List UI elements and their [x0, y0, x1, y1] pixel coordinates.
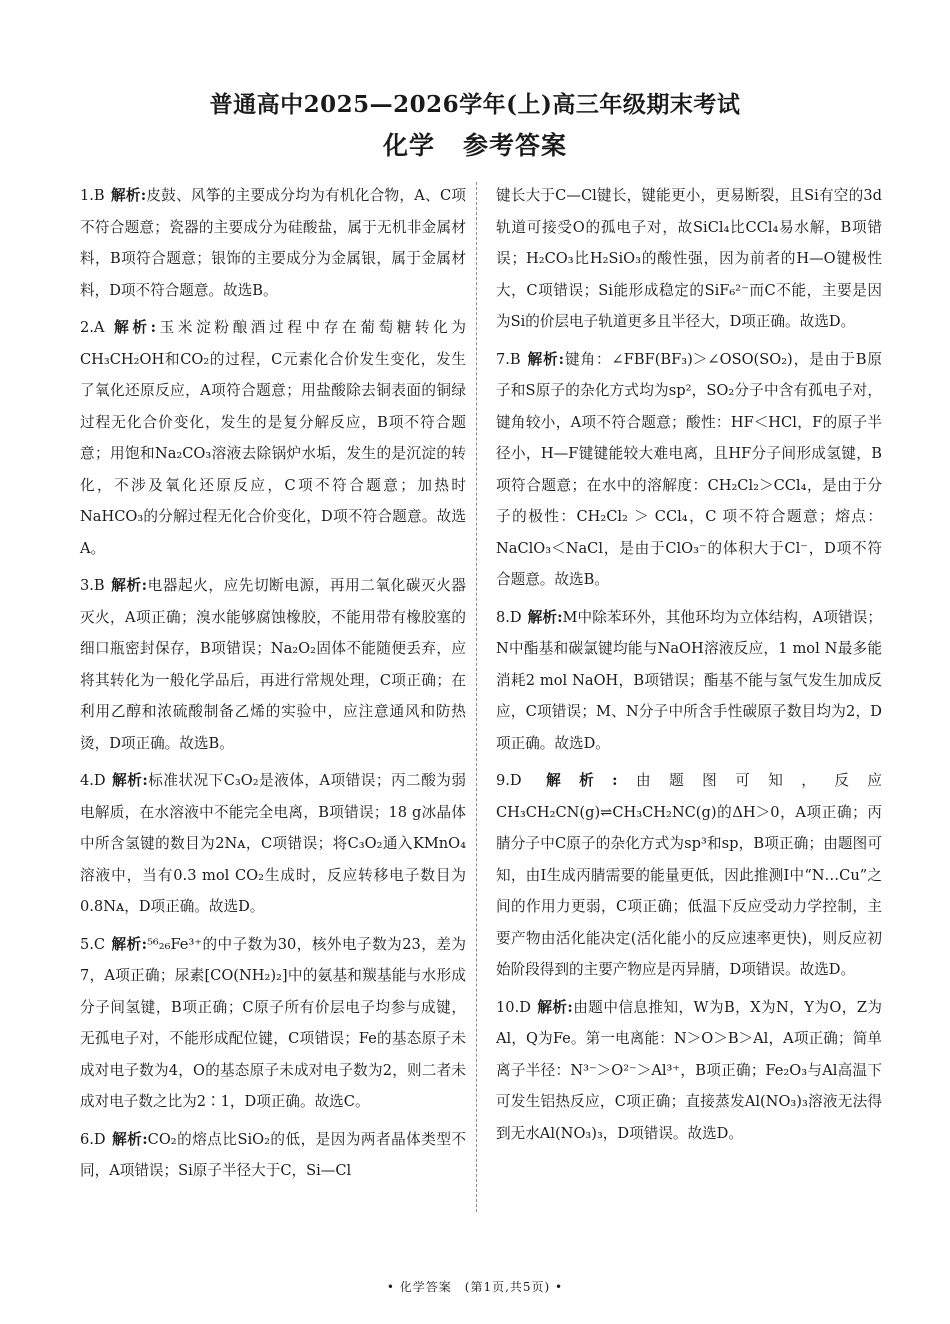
answer-item-4: 4.D 解析:标准状况下C₃O₂是液体，A项错误；丙二酸为弱电解质，在水溶液中不能完全电离，B项错误；18 g冰晶体中所含氢键的数目为2Nᴀ，C项错误；将C₃O₂通入KMnO₄溶液中，当有0.3 mol CO₂生成时，反应转移电子数目为0.8Nᴀ，D项正确。故选D。	[80, 772, 466, 915]
subject-label: 化学	[382, 131, 435, 160]
answer-item-1: 1.B 解析:皮鼓、风筝的主要成分均为有机化合物，A、C项不符合题意；瓷器的主要成分为硅酸盐，属于无机非金属材料，B项符合题意；银饰的主要成分为金属银，属于金属材料，D项不符合题意。故选B。	[80, 187, 466, 299]
answer-item-7: 7.B 解析:键角：∠FBF(BF₃)＞∠OSO(SO₂)，是由于B原子和S原子的杂化方式均为sp²，SO₂分子中含有孤电子对，键角较小，A项不符合题意；酸性：HF＜HCl，F的原子半径小，H—F键键能较大难电离，且HF分子间形成氢键，B项符合题意；在水中的溶解度：CH₂Cl₂＞CCl₄，是由于分子的极性：CH₂Cl₂ ＞ CCl₄，C 项不符合题意；熔点：NaClO₃＜NaCl，是由于ClO₃⁻的体积大于Cl⁻，D项不符合题意。故选B。	[496, 350, 882, 588]
exam-subtitle	[0, 126, 950, 162]
answer-key-label: 参考答案	[463, 131, 568, 160]
answer-item-8: 8.D 解析:M中除苯环外，其他环均为立体结构，A项错误；N中酯基和碳氯键均能与NaOH溶液反应，1 mol N最多能消耗2 mol NaOH，B项错误；酯基不能与氢气发生加成反应，C项错误；M、N分子中所含手性碳原子数目均为2，D项正确。故选D。	[496, 608, 883, 752]
answer-item-10: 10.D 解析:由题中信息推知，W为B，X为N，Y为O，Z为Al，Q为Fe。第一电离能：N＞O＞B＞Al，A项正确；简单离子半径：N³⁻＞O²⁻＞Al³⁺，B项正确；Fe₂O₃与Al高温下可发生铝热反应，C项正确；直接蒸发Al(NO₃)₃溶液无法得到无水Al(NO₃)₃，D项错误。故选D。	[496, 998, 883, 1142]
answer-item-9: 9.D 解析:由题图可知，反应CH₃CH₂CN(g)⇌CH₃CH₂NC(g)的ΔH＞0，A项正确；丙腈分子中C原子的杂化方式为sp³和sp，B项正确；由题图可知，由Ⅰ生成丙腈需要的能量更低，因此推测Ⅰ中“N…Cu”之间的作用力更弱，C项正确；低温下反应受动力学控制，主要产物由活化能决定(活化能小的反应速率更快)，则反应初始阶段得到的主要产物应是丙异腈，D项错误。故选D。	[496, 772, 882, 978]
answer-item-6: 6.D 解析:CO₂的熔点比SiO₂的低，是因为两者晶体类型不同，A项错误；Si原子半径大于C，Si—Cl	[80, 1130, 466, 1179]
page-footer: • 化学答案 (第1页,共5页) •	[386, 1280, 564, 1294]
answer-item-6-continued: 键长大于C—Cl键长，键能更小，更易断裂，且Si有空的3d轨道可接受O的孤电子对，故SiCl₄比CCl₄易水解，B项错误；H₂CO₃比H₂SiO₃的酸性强，因为前者的H—O键极性大，C项错误；Si能形成稳定的SiF₆²⁻而C不能，主要是因为Si的价层电子轨道更多且半径大，D项正确。故选D。	[496, 187, 882, 330]
answer-item-5: 5.C 解析:⁵⁶₂₆Fe³⁺的中子数为30，核外电子数为23，差为7，A项正确；尿素[CO(NH₂)₂]中的氨基和羰基能与水形成分子间氢键，B项正确；C原子所有价层电子均参与成键，无孤电子对，不能形成配位键，C项错误；Fe的基态原子未成对电子数为4，O的基态原子未成对电子数为2，则二者未成对电子数之比为2∶1，D项正确。故选C。	[80, 935, 466, 1110]
exam-title: 普通高中2025—2026学年(上)高三年级期末考试	[209, 91, 741, 118]
column-divider	[476, 182, 477, 1212]
answer-item-3: 3.B 解析:电器起火，应先切断电源，再用二氧化碳灭火器灭火，A项正确；溴水能够腐蚀橡胶，不能用带有橡胶塞的细口瓶密封保存，B项错误；Na₂O₂固体不能随便丢弃，应将其转化为一般化学品后，再进行常规处理，C项正确；在利用乙醇和浓硫酸制备乙烯的实验中，应注意通风和防热烫，D项正确。故选B。	[80, 577, 466, 752]
right-column	[496, 180, 882, 1155]
left-column	[80, 180, 466, 1193]
answer-item-2: 2.A 解析:玉米淀粉酿酒过程中存在葡萄糖转化为CH₃CH₂OH和CO₂的过程，C元素化合价发生变化，发生了氧化还原反应，A项符合题意；用盐酸除去铜表面的铜绿过程无化合价变化，发生的是复分解反应，B项不符合题意；用饱和Na₂CO₃溶液去除锅炉水垢，发生的是沉淀的转化，不涉及氧化还原反应，C项不符合题意；加热时NaHCO₃的分解过程无化合价变化，D项不符合题意。故选A。	[80, 319, 466, 557]
